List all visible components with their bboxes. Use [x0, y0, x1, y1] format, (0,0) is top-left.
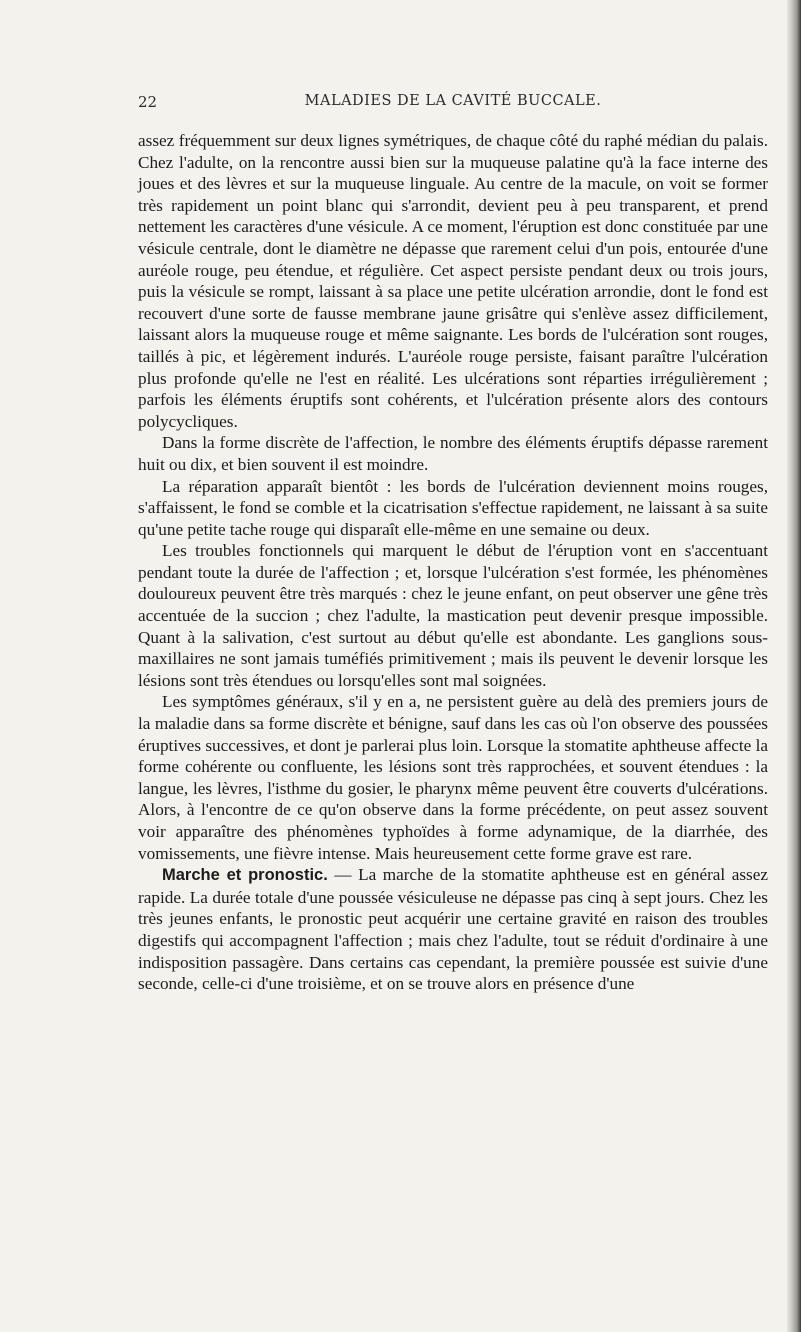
paragraph-5 [138, 691, 768, 864]
paragraph-2 [138, 432, 768, 475]
paragraph-1 [138, 130, 768, 432]
section-heading-marche-et-pronostic: Marche et pronostic. [162, 866, 328, 885]
running-head [138, 93, 768, 119]
paragraph-3-text: La réparation apparaît bientôt : les bords de l'ulcération deviennent moins rouges, s'affaissent, le fond se comble et la cicatrisation s'effectue rapidement, ne laissant à sa suite qu'une petite tache rouge qui disparaît elle-même en une semaine ou deux. [138, 476, 768, 539]
paragraph-6 [138, 864, 768, 995]
page-edge-shadow [787, 0, 801, 1332]
text-body [138, 130, 768, 995]
paragraph-4-text: Les troubles fonctionnels qui marquent le début de l'éruption vont en s'accentuant pendant toute la durée de l'affection ; et, lorsque l'ulcération s'est formée, les phénomènes douloureux peuvent être très marqués : chez le jeune enfant, on peut observer une gêne très accentuée de la succion ; chez l'adulte, la mastication peut devenir presque impossible. Quant à la salivation, c'est surtout au début qu'elle est abondante. Les ganglions sous-maxillaires ne sont jamais tuméfiés primitivement ; mais ils peuvent le devenir lorsque les lésions sont très étendues ou lorsqu'elles sont mal soignées. [138, 541, 768, 690]
page-number: 22 [138, 93, 158, 111]
paragraph-3 [138, 476, 768, 541]
paragraph-1-text: assez fréquemment sur deux lignes symétriques, de chaque côté du raphé médian du palais. Chez l'adulte, on la rencontre aussi bien sur la muqueuse palatine qu'à la face interne des joues et des lèvres et sur la muqueuse linguale. Au centre de la macule, on voit se former très rapidement un point blanc qui s'arrondit, devient peu à peu transparent, et prend nettement les caractères d'une vésicule. A ce moment, l'éruption est donc constituée par une vésicule centrale, dont le diamètre ne dépasse que rarement celui d'un pois, entourée d'une auréole rouge, peu étendue, et régulière. Cet aspect persiste pendant deux ou trois jours, puis la vésicule se rompt, laissant à sa place une petite ulcération arrondie, dont le fond est recouvert d'une sorte de fausse membrane jaune grisâtre qui s'enlève assez difficilement, laissant alors la muqueuse rouge et même saignante. Les bords de l'ulcération sont rouges, taillés à pic, et légèrement indurés. L'auréole rouge persiste, faisant paraître l'ulcération plus profonde qu'elle ne l'est en réalité. Les ulcérations sont réparties irrégulièrement ; parfois les éléments éruptifs sont cohérents, et l'ulcération présente alors des contours polycycliques. [138, 131, 768, 431]
paragraph-6-text: — La marche de la stomatite aphtheuse est en général assez rapide. La durée totale d'une poussée vésiculeuse ne dépasse pas cinq à sept jours. Chez les très jeunes enfants, le pronostic peut acquérir une certaine gravité en raison des troubles digestifs qui accompagnent l'affection ; mais chez l'adulte, tout se réduit d'ordinaire à une indisposition passagère. Dans certains cas cependant, la première poussée est suivie d'une seconde, celle-ci d'une troisième, et on se trouve alors en présence d'une [138, 865, 768, 994]
running-title: MALADIES DE LA CAVITÉ BUCCALE. [304, 93, 602, 109]
paragraph-4 [138, 540, 768, 691]
paragraph-5-text: Les symptômes généraux, s'il y en a, ne persistent guère au delà des premiers jours de la maladie dans sa forme discrète et bénigne, sauf dans les cas où l'on observe des poussées éruptives successives, et dont je parlerai plus loin. Lorsque la stomatite aphtheuse affecte la forme cohérente ou confluente, les lésions sont très rapprochées, et souvent étendues : la langue, les lèvres, l'isthme du gosier, le pharynx même peuvent être couverts d'ulcérations. Alors, à l'encontre de ce qu'on observe dans la forme précédente, on peut assez souvent voir apparaître des phénomènes typhoïdes à forme adynamique, de la diarrhée, des vomissements, une fièvre intense. Mais heureusement cette forme grave est rare. [138, 692, 768, 863]
paragraph-2-text: Dans la forme discrète de l'affection, le nombre des éléments éruptifs dépasse rarement huit ou dix, et bien souvent il est moindre. [138, 433, 768, 474]
